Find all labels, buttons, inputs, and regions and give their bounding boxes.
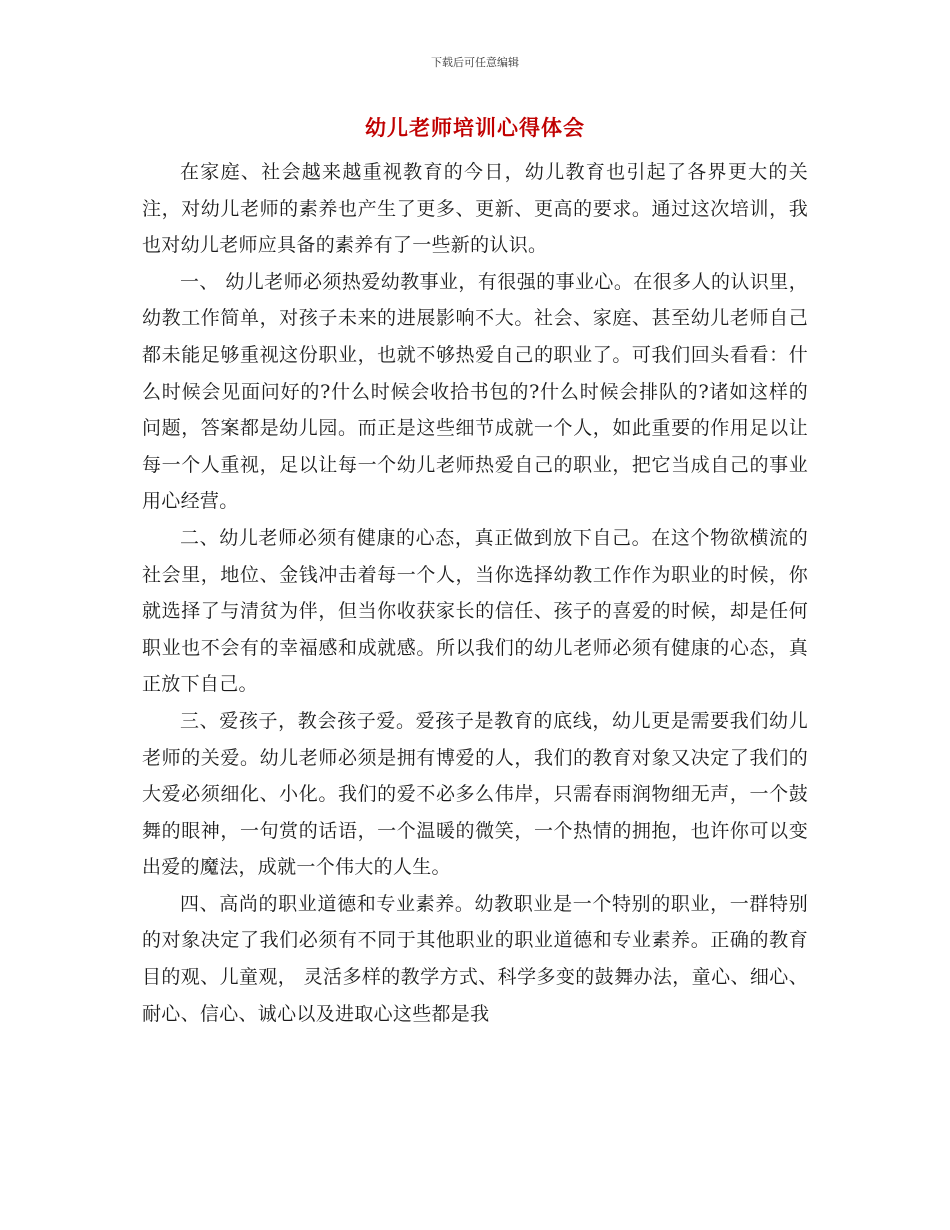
paragraph-point-3: 三、爱孩子，教会孩子爱。爱孩子是教育的底线，幼儿更是需要我们幼儿老师的关爱。幼儿老师必须是拥有博爱的人，我们的教育对象又决定了我们的大爱必须细化、小化。我们的爱不必多么伟岸，只需春雨润物细无声，一个鼓舞的眼神，一句赏的话语，一个温暖的微笑，一个热情的拥抱，也许你可以变出爱的魔法，成就一个伟大的人生。 [142, 709, 808, 879]
paragraph-point-1: 一、 幼儿老师必须热爱幼教事业，有很强的事业心。在很多人的认识里，幼教工作简单，对孩子未来的进展影响不大。社会、家庭、甚至幼儿老师自己都未能足够重视这份职业，也就不够热爱自己的职业了。可我们回头看看：什么时候会见面问好的?什么时候会收拾书包的?什么时候会排队的?诸如这样的问题，答案都是幼儿园。而正是这些细节成就一个人，如此重要的作用足以让每一个人重视，足以让每一个幼儿老师热爱自己的职业，把它当成自己的事业用心经营。 [142, 270, 808, 513]
paragraph-intro: 在家庭、社会越来越重视教育的今日，幼儿教育也引起了各界更大的关注，对幼儿老师的素养也产生了更多、更新、更高的要求。通过这次培训，我也对幼儿老师应具备的素养有了一些新的认识。 [142, 161, 808, 257]
paragraph-point-2: 二、幼儿老师必须有健康的心态，真正做到放下自己。在这个物欲横流的社会里，地位、金钱冲击着每一个人，当你选择幼教工作作为职业的时候，你就选择了与清贫为伴，但当你收获家长的信任、孩子的喜爱的时候，却是任何职业也不会有的幸福感和成就感。所以我们的幼儿老师必须有健康的心态，真正放下自己。 [142, 526, 808, 696]
document-body [142, 154, 808, 1032]
document-title: 幼儿老师培训心得体会 [365, 115, 585, 140]
header-note: 下载后可任意编辑 [431, 56, 519, 69]
paragraph-point-4: 四、高尚的职业道德和专业素养。幼教职业是一个特别的职业，一群特别的对象决定了我们必须有不同于其他职业的职业道德和专业素养。正确的教育目的观、儿童观， 灵活多样的教学方式、科学多变的鼓舞办法，童心、细心、耐心、信心、诚心以及进取心这些都是我 [142, 892, 808, 1025]
